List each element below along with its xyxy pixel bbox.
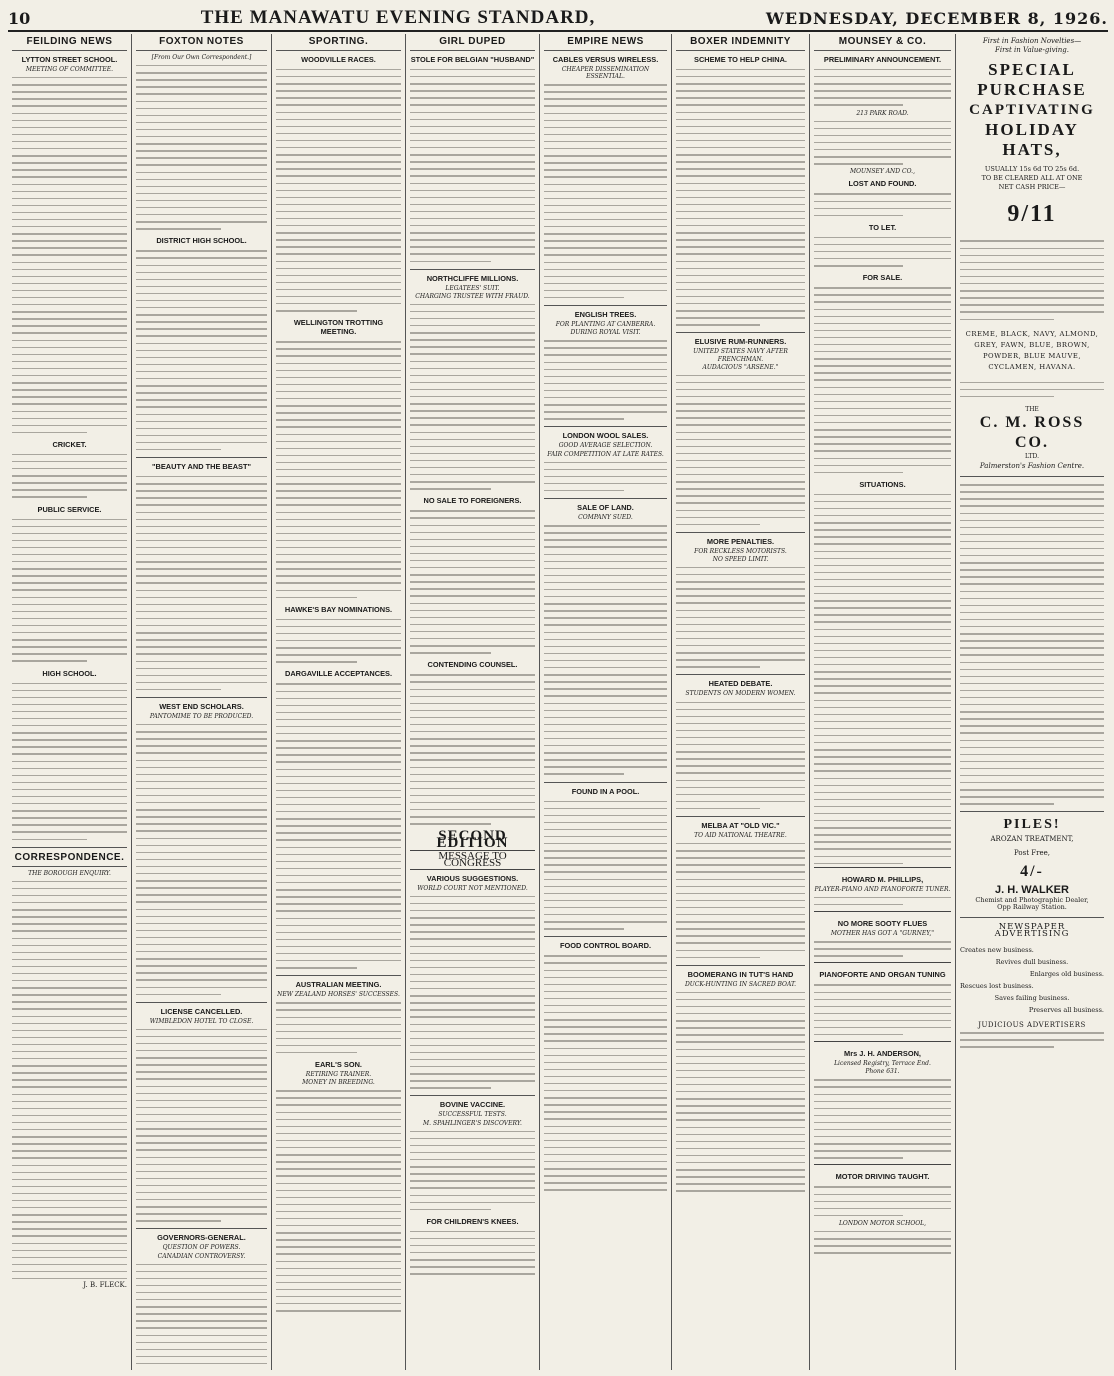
- article-body: [410, 1228, 535, 1278]
- ad-body: [960, 237, 1104, 322]
- house-ad-line: Creates new business.: [960, 946, 1034, 955]
- article-heading: BOOMERANG IN TUT'S HAND: [687, 969, 794, 979]
- page-number: 10: [8, 8, 31, 28]
- article-body: [136, 1026, 267, 1225]
- house-ad-body: [960, 1029, 1104, 1050]
- article-heading: EARL'S SON.: [315, 1060, 362, 1070]
- column-foxton-notes: [132, 34, 272, 1370]
- article-body: [276, 680, 401, 971]
- page-columns: [8, 34, 1108, 1370]
- second-edition-banner: SECOND EDITION: [436, 828, 509, 852]
- column-heading: BOXER INDEMNITY: [676, 36, 805, 51]
- organ-tuning-ad: [814, 962, 951, 1041]
- house-ad-list: [960, 944, 1104, 1016]
- article-subheading: THE BOROUGH ENQUIRY.: [28, 869, 111, 877]
- ad-article: THE: [1025, 405, 1039, 413]
- classified-body: [814, 284, 951, 476]
- article-body: [136, 247, 267, 453]
- house-ad-title: NEWSPAPER: [998, 921, 1066, 932]
- article-subheading: PANTOMIME TO BE PRODUCED.: [149, 712, 254, 720]
- house-ad-line: Saves failing business.: [994, 994, 1070, 1003]
- article-body: [544, 798, 667, 933]
- article-heading: HIGH SCHOOL.: [42, 668, 97, 678]
- article-heading: PUBLIC SERVICE.: [37, 504, 102, 514]
- house-ad-title: ADVERTISING: [994, 929, 1070, 940]
- firm-tagline: Palmerston's Fashion Centre.: [979, 462, 1085, 471]
- issue-date: WEDNESDAY, DECEMBER 8, 1926.: [765, 8, 1108, 28]
- article-body: [676, 699, 805, 813]
- article-heading: AUSTRALIAN MEETING.: [295, 980, 382, 990]
- article-subheading: MEETING OF COMMITTEE.: [25, 66, 114, 73]
- colour-list: CREME, BLACK, NAVY, ALMOND, GREY, FAWN, BLUE, BROWN, POWDER, BLUE MAUVE, CYCLAMEN, HAVANA.: [965, 329, 1099, 371]
- house-ad-footer: JUDICIOUS ADVERTISERS: [978, 1021, 1086, 1030]
- article-body: [136, 1261, 267, 1370]
- article-subheading: MONEY IN BREEDING.: [302, 1079, 375, 1087]
- section-heading: SITUATIONS.: [859, 479, 906, 489]
- article-body: [276, 1087, 401, 1314]
- chemist-address: Opp Railway Station.: [997, 902, 1067, 911]
- article-body: [410, 893, 535, 1092]
- article-subheading: WORLD COURT NOT MENTIONED.: [417, 884, 528, 892]
- ad-headline: PIANOFORTE AND ORGAN TUNING: [819, 970, 946, 980]
- clearance-line: TO BE CLEARED ALL AT ONE: [981, 174, 1083, 183]
- column-empire-news: [540, 34, 672, 1370]
- column-heading: MOUNSEY & CO.: [814, 36, 951, 51]
- article-heading: FOOD CONTROL BOARD.: [559, 941, 651, 951]
- article-subheading: CHEAPER DISSEMINATION ESSENTIAL.: [561, 66, 650, 81]
- column-classifieds: [810, 34, 956, 1370]
- article-body: [814, 66, 951, 109]
- advertiser-name: Mrs J. H. ANDERSON,: [844, 1049, 921, 1059]
- article-body: [544, 952, 667, 1193]
- article-body: [676, 840, 805, 961]
- column-boxer-indemnity: [672, 34, 810, 1370]
- advertiser-trade: PLAYER-PIANO AND PIANOFORTE TUNER.: [814, 885, 951, 893]
- piles-price: 4/-: [1020, 862, 1044, 880]
- article-body: [544, 459, 667, 494]
- chemist-name: J. H. WALKER: [995, 883, 1069, 896]
- article-heading: LONDON WOOL SALES.: [562, 431, 649, 441]
- article-body: [410, 507, 535, 656]
- ad-headline: SPECIAL: [988, 60, 1076, 80]
- article-body: [136, 473, 267, 693]
- article-heading: STOLE FOR BELGIAN "HUSBAND": [410, 55, 535, 64]
- article-heading: CRICKET.: [52, 439, 87, 449]
- article-heading: CONTENDING COUNSEL.: [427, 660, 518, 670]
- correspondent-line: [From Our Own Correspondent.]: [151, 54, 252, 61]
- classified-body: [814, 190, 951, 218]
- ad-headline: NO MORE SOOTY FLUES: [837, 919, 928, 929]
- ad-headline: CAPTIVATING: [969, 102, 1095, 119]
- article-subheading: FOR PLANTING AT CANBERRA.: [555, 321, 656, 329]
- article-body: [12, 878, 127, 1282]
- advertiser-name: LONDON MOTOR SCHOOL,: [838, 1219, 927, 1227]
- advertiser-phone: Phone 631.: [865, 1068, 900, 1076]
- article-heading: SALE OF LAND.: [577, 503, 634, 513]
- piles-headline: PILES!: [1003, 817, 1061, 833]
- ad-headline: PURCHASE: [977, 80, 1087, 100]
- article-heading: VARIOUS SUGGESTIONS.: [426, 873, 519, 883]
- article-subheading: COMPANY SUED.: [578, 514, 633, 522]
- article-subheading: FAIR COMPETITION AT LATE RATES.: [547, 450, 664, 458]
- second-edition-headline: MESSAGE TO CONGRESS: [410, 850, 535, 870]
- usual-price: USUALLY 15s 6d TO 25s 6d.: [984, 165, 1080, 174]
- ad-subheadline: MOTHER HAS GOT A "GURNEY,": [830, 930, 935, 938]
- piles-postage: Post Free,: [1014, 848, 1050, 857]
- article-subheading: NO SPEED LIMIT.: [712, 555, 769, 563]
- article-body: [544, 337, 667, 422]
- article-heading: FOR CHILDREN'S KNEES.: [426, 1216, 519, 1226]
- column-girl-duped: [406, 34, 540, 1370]
- masthead: [8, 6, 1108, 32]
- article-body: [12, 451, 127, 501]
- article-heading: "BEAUTY AND THE BEAST": [152, 462, 251, 472]
- article-body: [676, 66, 805, 328]
- firm-name: C. M. ROSS CO.: [979, 413, 1085, 451]
- article-subheading: RETIRING TRAINER.: [305, 1071, 372, 1079]
- letter-signature: J. B. FLECK.: [83, 1281, 127, 1290]
- article-heading: MELBA AT "OLD VIC.": [701, 821, 780, 830]
- advertiser-name: HOWARD M. PHILLIPS,: [841, 874, 924, 884]
- tuner-ad: [814, 867, 951, 911]
- house-ad-line: Revives dull business.: [995, 958, 1069, 967]
- article-body: [12, 680, 127, 843]
- article-body: [276, 338, 401, 600]
- article-subheading: GOOD AVERAGE SELECTION.: [558, 442, 653, 450]
- article-heading: WOODVILLE RACES.: [301, 55, 376, 64]
- article-heading: DARGAVILLE ACCEPTANCES.: [284, 669, 393, 679]
- piles-treatment: AROZAN TREATMENT,: [990, 835, 1074, 844]
- column-heading: CORRESPONDENCE.: [12, 852, 127, 867]
- registry-ad: [814, 1041, 951, 1164]
- notice-body: [960, 481, 1104, 807]
- article-heading: GOVERNORS-GENERAL.: [157, 1233, 246, 1243]
- article-heading: SCHEME TO HELP CHINA.: [694, 55, 787, 64]
- article-body: [410, 301, 535, 493]
- article-subheading: NEW ZEALAND HORSES' SUCCESSES.: [277, 991, 400, 999]
- column-heading: SPORTING.: [276, 36, 401, 51]
- chemist-trade: Chemist and Photographic Dealer,: [975, 895, 1089, 904]
- article-subheading: M. SPAHLINGER'S DISCOVERY.: [423, 1119, 522, 1127]
- firm-suffix: LTD.: [1024, 452, 1039, 460]
- column-heading: GIRL DUPED: [410, 36, 535, 51]
- article-subheading: STUDENTS ON MODERN WOMEN.: [685, 690, 796, 698]
- article-body: [136, 62, 267, 232]
- article-subheading: TO AID NATIONAL THEATRE.: [694, 832, 787, 839]
- article-body: [276, 66, 401, 314]
- article-subheading: LEGATEES' SUIT.: [445, 284, 500, 292]
- article-heading: MORE PENALTIES.: [706, 536, 775, 546]
- article-heading: NO SALE TO FOREIGNERS.: [423, 496, 522, 506]
- article-subheading: DURING ROYAL VISIT.: [570, 329, 641, 337]
- article-body: [276, 616, 401, 666]
- house-ad-line: Preserves all business.: [1028, 1006, 1104, 1015]
- article-subheading: AUDACIOUS "ARSENE.": [702, 363, 779, 371]
- newspaper-title: THE MANAWATU EVENING STANDARD,: [200, 7, 596, 28]
- column-heading: FEILDING NEWS: [12, 36, 127, 51]
- column-heading: FOXTON NOTES: [136, 36, 267, 51]
- article-body: [410, 1128, 535, 1213]
- article-body: [544, 522, 667, 777]
- article-heading: WEST END SCHOLARS.: [159, 701, 244, 711]
- section-heading: FOR SALE.: [862, 273, 903, 283]
- article-subheading: SUCCESSFUL TESTS.: [438, 1111, 507, 1119]
- article-heading: CABLES VERSUS WIRELESS.: [552, 55, 659, 64]
- advertiser-trade: Licensed Registry, Terrace End.: [834, 1060, 931, 1068]
- article-subheading: CHARGING TRUSTEE WITH FRAUD.: [415, 292, 530, 300]
- house-ad-line: Enlarges old business.: [1029, 970, 1104, 979]
- sale-price: 9/11: [1007, 201, 1057, 228]
- article-heading: PRELIMINARY ANNOUNCEMENT.: [823, 55, 942, 64]
- article-body: [410, 671, 535, 827]
- ad-headline: HOLIDAY: [985, 120, 1079, 140]
- column-sporting: [272, 34, 406, 1370]
- column-heading: EMPIRE NEWS: [544, 36, 667, 51]
- article-heading: FOUND IN A POOL.: [571, 786, 640, 796]
- section-heading: TO LET.: [868, 222, 897, 232]
- article-subheading: DUCK-HUNTING IN SACRED BOAT.: [684, 980, 797, 988]
- article-body: [410, 66, 535, 265]
- article-body: [12, 74, 127, 436]
- article-heading: NORTHCLIFFE MILLIONS.: [426, 273, 519, 283]
- classified-body: [814, 234, 951, 269]
- house-ad-line: Rescues lost business.: [960, 982, 1034, 991]
- article-heading: WELLINGTON TROTTING MEETING.: [293, 318, 384, 337]
- net-price-label: NET CASH PRICE—: [998, 183, 1066, 192]
- article-body: [12, 516, 127, 665]
- article-body: [676, 564, 805, 670]
- address-line: 213 PARK ROAD.: [856, 109, 909, 117]
- article-heading: HEATED DEBATE.: [708, 679, 773, 689]
- article-body: [544, 81, 667, 301]
- ad-body: [960, 379, 1104, 400]
- column-feilding-news: [8, 34, 132, 1370]
- article-body: [276, 999, 401, 1056]
- ad-headline: HATS,: [1002, 140, 1062, 160]
- article-heading: LYTTON STREET SCHOOL.: [21, 55, 118, 64]
- article-subheading: CANADIAN CONTROVERSY.: [157, 1252, 246, 1260]
- advertiser-signature: MOUNSEY AND CO.,: [849, 168, 915, 176]
- article-subheading: QUESTION OF POWERS.: [162, 1244, 241, 1252]
- ad-intro: First in Fashion Novelties—: [982, 37, 1082, 45]
- article-subheading: WIMBLEDON HOTEL TO CLOSE.: [149, 1017, 254, 1025]
- article-subheading: UNITED STATES NAVY AFTER FRENCHMAN.: [693, 348, 788, 363]
- ad-headline: MOTOR DRIVING TAUGHT.: [835, 1172, 930, 1182]
- column-ross-ad: [956, 34, 1108, 1370]
- article-body: [136, 721, 267, 998]
- motor-school-ad: [814, 1164, 951, 1259]
- gurney-ad: [814, 911, 951, 962]
- article-heading: LICENSE CANCELLED.: [160, 1006, 243, 1016]
- article-body: [676, 989, 805, 1195]
- article-subheading: FOR RECKLESS MOTORISTS.: [694, 547, 787, 555]
- ad-intro: First in Value-giving.: [994, 46, 1069, 55]
- article-heading: ELUSIVE RUM-RUNNERS.: [694, 337, 787, 347]
- classified-body: [814, 491, 951, 867]
- article-body: [676, 372, 805, 528]
- article-heading: BOVINE VACCINE.: [439, 1100, 506, 1110]
- article-body: [814, 118, 951, 168]
- article-heading: ENGLISH TREES.: [574, 310, 637, 320]
- article-heading: HAWKE'S BAY NOMINATIONS.: [284, 604, 393, 614]
- section-heading: LOST AND FOUND.: [848, 179, 917, 189]
- article-heading: DISTRICT HIGH SCHOOL.: [156, 236, 247, 246]
